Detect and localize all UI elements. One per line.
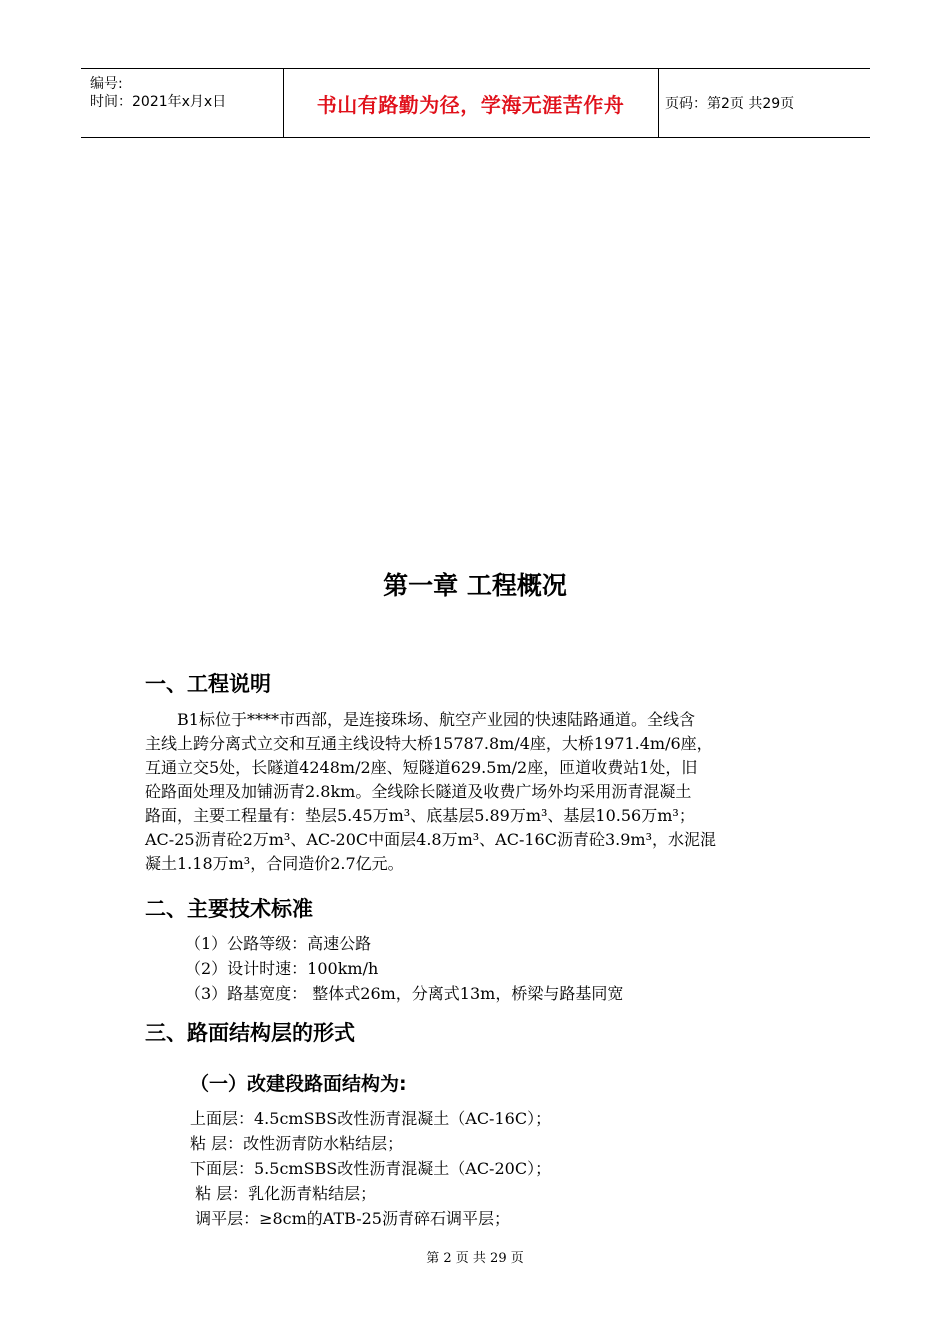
paragraph-line: AC-25沥青砼2万m³、AC-20C中面层4.8万m³、AC-16C沥青砼3.9m³，水泥混 xyxy=(145,830,717,849)
header-time-label: 时间：2021年x月x日 xyxy=(90,94,227,110)
section-1-paragraph xyxy=(145,708,813,876)
chapter-title: 第一章 工程概况 xyxy=(383,571,567,600)
list-item: （1）公路等级：高速公路 xyxy=(185,934,372,953)
list-item: （2）设计时速：100km/h xyxy=(185,959,379,978)
page-header xyxy=(81,68,870,138)
section-3-subtitle: （一）改建段路面结构为: xyxy=(190,1073,407,1095)
section-1-title: 一、工程说明 xyxy=(145,672,271,696)
section-2-list xyxy=(185,931,623,1006)
paragraph-line: 砼路面处理及加铺沥青2.8km。全线除长隧道及收费广场外均采用沥青混凝土 xyxy=(145,782,692,801)
paragraph-line: 路面，主要工程量有：垫层5.45万m³、底基层5.89万m³、基层10.56万m³； xyxy=(145,806,695,825)
section-3-list xyxy=(190,1106,551,1231)
header-page-info: 页码：第2页 共29页 xyxy=(665,96,795,112)
list-item: （3）路基宽度： 整体式26m，分离式13m，桥梁与路基同宽 xyxy=(185,984,624,1003)
list-item: 下面层：5.5cmSBS改性沥青混凝土（AC-20C）； xyxy=(190,1159,552,1178)
paragraph-line: 互通立交5处，长隧道4248m/2座、短隧道629.5m/2座，匝道收费站1处，旧 xyxy=(145,758,698,777)
header-number-label: 编号: xyxy=(90,76,123,92)
list-item: 调平层：≥8cm的ATB-25沥青碎石调平层； xyxy=(190,1209,510,1228)
section-3-title: 三、路面结构层的形式 xyxy=(145,1021,355,1045)
list-item: 粘 层：改性沥青防水粘结层； xyxy=(190,1134,404,1153)
list-item: 上面层：4.5cmSBS改性沥青混凝土（AC-16C）； xyxy=(190,1109,552,1128)
paragraph-line: 凝土1.18万m³，合同造价2.7亿元。 xyxy=(145,854,404,873)
section-2-title: 二、主要技术标准 xyxy=(145,897,313,921)
list-item: 粘 层：乳化沥青粘结层； xyxy=(190,1184,377,1203)
header-motto: 书山有路勤为径，学海无涯苦作舟 xyxy=(283,69,659,137)
paragraph-line: B1标位于****市西部，是连接珠场、航空产业园的快速陆路通道。全线含 xyxy=(145,710,695,729)
header-left-cell xyxy=(81,69,284,137)
page-footer: 第 2 页 共 29 页 xyxy=(426,1251,524,1266)
paragraph-line: 主线上跨分离式立交和互通主线设特大桥15787.8m/4座，大桥1971.4m/6座， xyxy=(145,734,713,753)
